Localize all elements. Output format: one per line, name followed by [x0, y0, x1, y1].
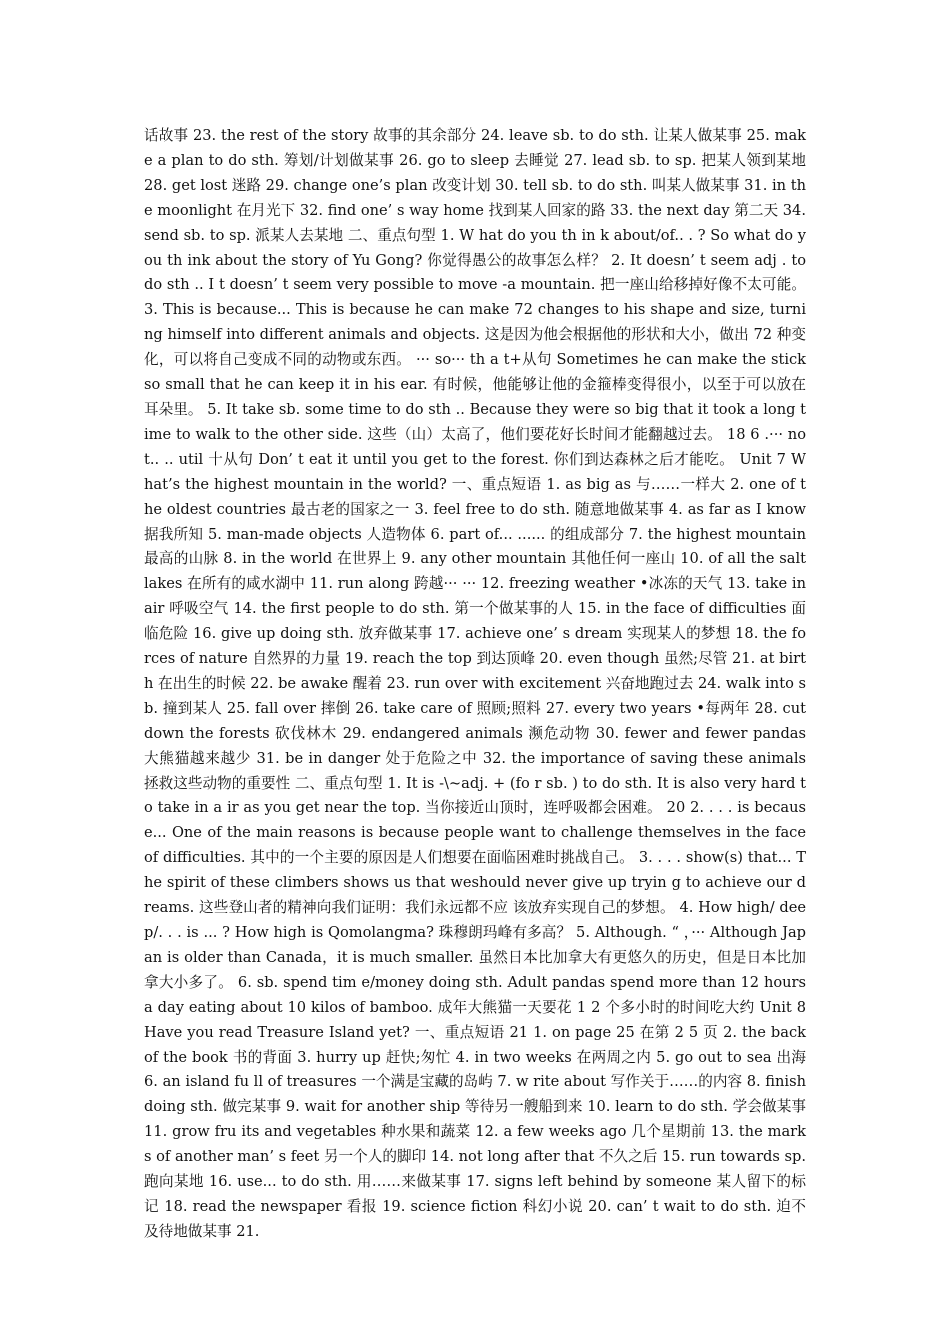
document-page: [144, 124, 806, 1245]
body-paragraph: 话故事 23. the rest of the story 故事的其余部分 24. leave sb. to do sth. 让某人做某事 25. make a plan to do sth. 筹划/计划做某事 26. go to sleep 去睡觉 27. lead sb. to sp. 把某人领到某地 28. get lost 迷路 29. change one’s plan 改变计划 30. tell sb. to do sth. 叫某人做某事 31. in the moonlight 在月光下 32. find one’ s way home 找到某人回家的路 33. the next day 第二天 34. send sb. to sp. 派某人去某地 二、重点句型 1. W hat do you th in k about/of.. . ? So what do you th ink about the story of Yu Gong? 你觉得愚公的故事怎么样？ 2. It doesn’ t seem adj . to do sth .. I t doesn’ t seem very possible to move -a mountain. 把一座山给移掉好像不太可能。 3. This is because... This is because he can make 72 changes to his shape and size, turning himself into different animals and objects. 这是因为他会根据他的形状和大小，做出 72 种变化，可以将自己变成不同的动物或东西。 ··· so··· th a t+从句 Sometimes he can make the stick so small that he can keep it in his ear. 有时候，他能够让他的金箍棒变得很小，以至于可以放在耳朵里。 5. It take sb. some time to do sth .. Because they were so big that it took a long time to walk to the other side. 这些（山）太高了，他们要花好长时间才能翻越过去。 18 6 .··· not.. .. util 十从句 Don’ t eat it until you get to the forest. 你们到达森林之后才能吃。 Unit 7 W hat’s the highest mountain in the world? 一、重点短语 1. as big as 与……一样大 2. one of the oldest countries 最古老的国家之一 3. feel free to do sth. 随意地做某事 4. as far as I know 据我所知 5. man-made objects 人造物体 6. part of... ...... 的组成部分 7. the highest mountain 最高的山脉 8. in the world 在世界上 9. any other mountain 其他任何一座山 10. of all the salt lakes 在所有的咸水湖中 11. run along 跨越··· ··· 12. freezing weather •冰冻的天气 13. take in air 呼吸空气 14. the first people to do sth. 第一个做某事的人 15. in the face of difficulties 面临危险 16. give up doing sth. 放弃做某事 17. achieve one’ s dream 实现某人的梦想 18. the forces of nature 自然界的力量 19. reach the top 到达顶峰 20. even though 虽然;尽管 21. at birth 在出生的时候 22. be awake 醒着 23. run over with excitement 兴奋地跑过去 24. walk into sb. 撞到某人 25. fall over 摔倒 26. take care of 照顾;照料 27. every two years •每两年 28. cut down the forests 砍伐林木 29. endangered animals 濒危动物 30. fewer and fewer pandas 大熊猫越来越少 31. be in danger 处于危险之中 32. the importance of saving these animals 拯救这些动物的重要性 二、重点句型 1. It is -\~adj. + (fo r sb. ) to do sth. It is also very hard to take in a ir as you get near the top. 当你接近山顶时，连呼吸都会困难。 20 2. . . . is because... One of the main reasons is because people want to challenge themselves in the face of difficulties. 其中的一个主要的原因是人们想要在面临困难时挑战自己。 3. . . . show(s) that... The spirit of these climbers shows us that weshould never give up tryin g to achieve our dreams. 这些登山者的精神向我们证明：我们永远都不应 该放弃实现自己的梦想。 4. How high/ deep/. . . is ... ? How high is Qomolangma? 珠穆朗玛峰有多高？ 5. Although. “ ，··· Although Japan is older than Canada，it is much smaller. 虽然日本比加拿大有更悠久的历史，但是日本比加拿大小多了。 6. sb. spend tim e/money doing sth. Adult pandas spend more than 12 hours a day eating about 10 kilos of bamboo. 成年大熊猫一天要花 1 2 个多小时的时间吃大约 Unit 8 Have you read Treasure Island yet? 一、重点短语 21 1. on page 25 在第 2 5 页 2. the back of the book 书的背面 3. hurry up 赶快;匆忙 4. in two weeks 在两周之内 5. go out to sea 出海 6. an island fu ll of treasures 一个满是宝藏的岛屿 7. w rite about 写作关于……的内容 8. finish doing sth. 做完某事 9. wait for another ship 等待另一艘船到来 10. learn to do sth. 学会做某事 11. grow fru its and vegetables 种水果和蔬菜 12. a few weeks ago 几个星期前 13. the marks of another man’ s feet 另一个人的脚印 14. not long after that 不久之后 15. run towards sp. 跑向某地 16. use... to do sth. 用……来做某事 17. signs left behind by someone 某人留下的标记 18. read the newspaper 看报 19. science fiction 科幻小说 20. can’ t wait to do sth. 迫不及待地做某事 21.: [144, 127, 806, 1240]
